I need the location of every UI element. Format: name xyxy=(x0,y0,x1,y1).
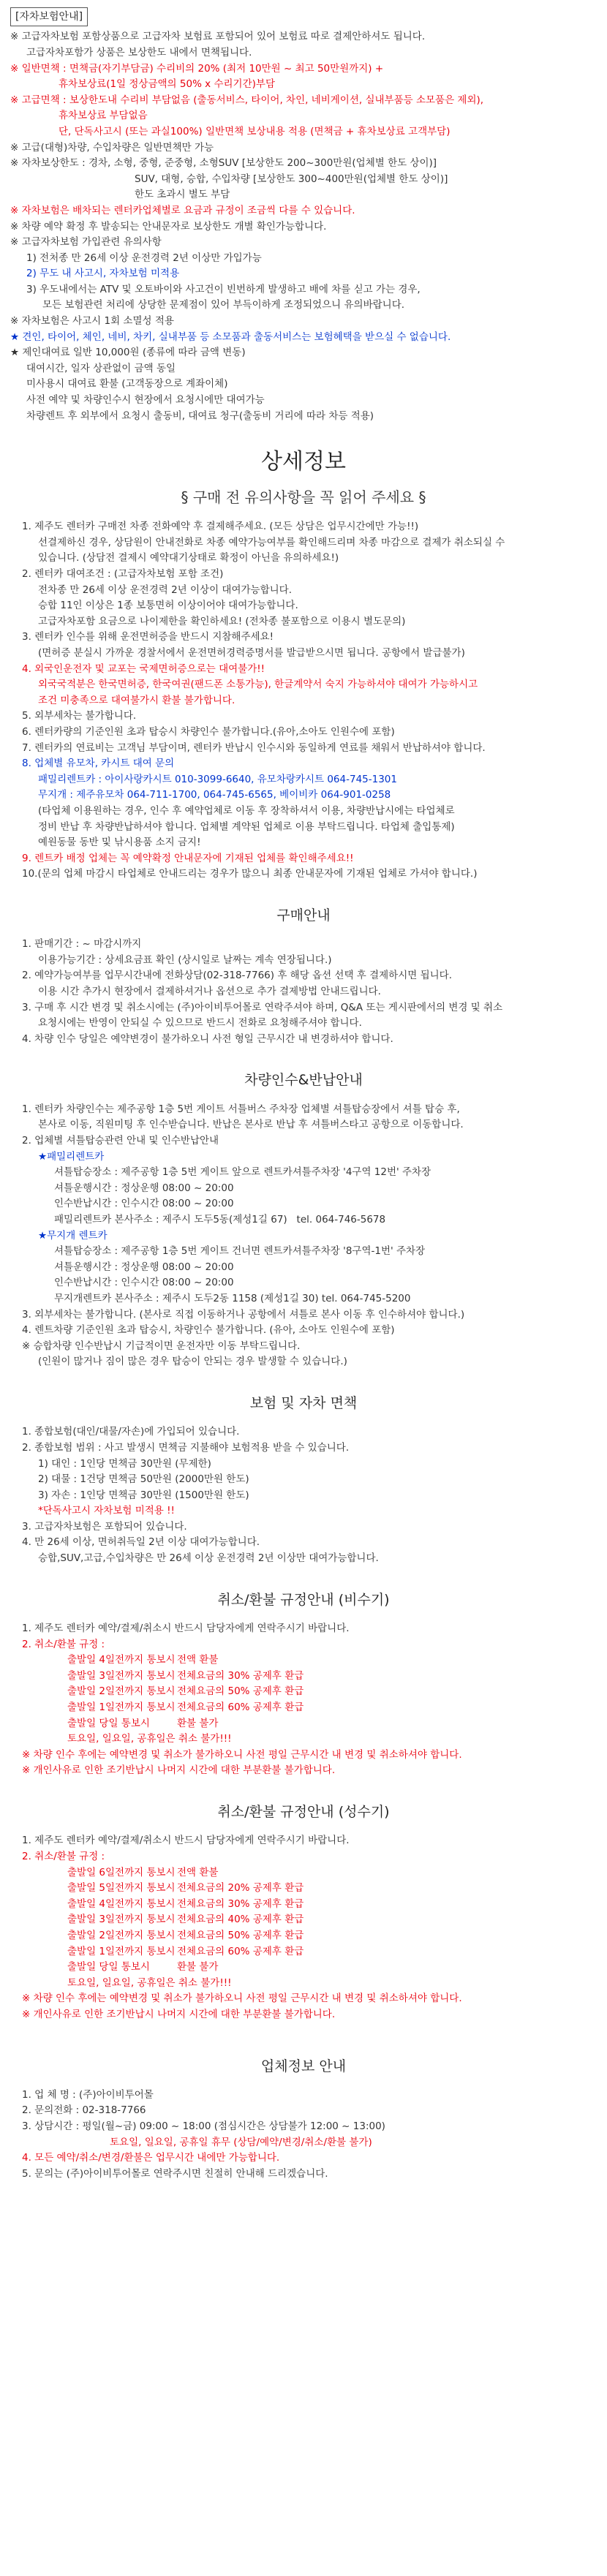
refund-line: 2. 취소/환불 규정 : xyxy=(22,1638,105,1650)
coverage-line: *단독사고시 자차보험 미적용 !! xyxy=(38,1505,175,1517)
refund-row-value: 전체요금의 30% 공제후 환급 xyxy=(177,1669,304,1682)
insurance-line: 미사용시 대여료 환불 (고객동장으로 계좌이체) xyxy=(26,378,228,390)
insurance-line: 휴차보상료 부담없음 xyxy=(59,110,148,122)
refund-row xyxy=(22,1960,597,1976)
purchase-line: 이용가능기간 : 상세요금표 확인 (상시일로 날짜는 계속 연장됩니다.) xyxy=(38,953,332,966)
detail-line: 예원동물 동반 및 낚시용품 소지 금지! xyxy=(38,836,201,849)
insurance-line: SUV, 대형, 승합, 수입차량 [보상한도 300~400만원(업체별 한도 상이)] xyxy=(135,173,448,185)
pickup-line: 인수반납시간 : 인수시간 08:00 ~ 20:00 xyxy=(54,1277,234,1289)
purchase-line: 이용 시간 추가시 현장에서 결제하셔거나 옵션으로 추가 결제방법 안내드립니다. xyxy=(38,986,381,998)
refund-row xyxy=(22,1928,597,1944)
detail-line: 선결제하신 경우, 상담원이 안내전화로 차종 예약가능여부를 확인해드리며 차종 마감으로 결제가 취소되실 수 xyxy=(38,536,505,548)
pickup-line: 무지개렌트카 본사주소 : 제주시 도두2동 1158 (제성1길 30) tel. 064-745-5200 xyxy=(54,1292,411,1304)
insurance-line: 한도 초과시 별도 부담 xyxy=(135,189,230,201)
refund-note: ※ 차량 인수 후에는 예약변경 및 취소가 불가하오니 사전 평일 근무시간 내 변경 및 취소하셔야 합니다. xyxy=(22,1748,462,1761)
company-section xyxy=(10,2088,597,2183)
detail-line: 1. 제주도 렌터카 구매전 차종 전화예약 후 결제해주세요. (모든 상담은 업무시간에만 가능!!) xyxy=(22,521,419,533)
company-title: 업체정보 안내 xyxy=(260,2058,347,2074)
refund-row-value: 환불 불가 xyxy=(177,1717,219,1729)
company-line: 토요일, 일요일, 공휴일 휴무 (상담/예약/변경/취소/환불 불가) xyxy=(110,2136,372,2148)
detail-title: 상세정보 xyxy=(261,449,346,475)
pickup-line: 셔틀탑승장소 : 제주공항 1층 5번 게이트 앞으로 렌트카셔틀주차장 '4구역 12번' 주차장 xyxy=(54,1166,431,1179)
pickup-line: 1. 렌터카 차량인수는 제주공항 1층 5번 게이트 서틀버스 주차장 업체별 셔틀탑승장에서 셔틀 탑승 후, xyxy=(22,1103,460,1115)
refund-row xyxy=(22,1700,597,1716)
coverage-section xyxy=(10,1424,597,1566)
detail-line: (면허증 분실시 가까운 경찰서에서 운전면허경력증명서를 발급받으시면 됩니다. 공항에서 발급불가) xyxy=(38,646,465,659)
pickup-line: 셔틀운행시간 : 정상운행 08:00 ~ 20:00 xyxy=(54,1261,234,1273)
refund-note: ※ 개인사유로 인한 조기반납시 나머지 시간에 대한 부분환불 불가합니다. xyxy=(22,2008,336,2020)
refund-row-deadline: 출발일 1일전까지 통보시 xyxy=(67,1945,176,1957)
refund-line: 2. 취소/환불 규정 : xyxy=(22,1850,105,1862)
refund-off-title: 취소/환불 규정안내 (비수기) xyxy=(217,1591,390,1608)
detail-line: 고급자차포함 요금으로 나이제한을 확인하세요! (전차종 불포함으로 이용시 별도문의) xyxy=(38,615,406,627)
insurance-line: 휴차보상료(1일 정상금액의 50% x 수리기간)부담 xyxy=(59,78,275,91)
insurance-line: 고급자차포함가 상품은 보상한도 내에서 면책됩니다. xyxy=(26,46,252,58)
refund-note: ※ 차량 인수 후에는 예약변경 및 취소가 불가하오니 사전 평일 근무시간 내 변경 및 취소하셔야 합니다. xyxy=(22,1993,462,2005)
refund-row-value: 전체요금의 50% 공제후 환급 xyxy=(177,1929,304,1941)
insurance-section xyxy=(10,7,597,424)
detail-subtitle: § 구매 전 유의사항을 꼭 읽어 주세요 § xyxy=(181,488,426,507)
pickup-line: ★무지개 렌트카 xyxy=(38,1229,108,1242)
purchase-title: 구매안내 xyxy=(276,907,331,923)
refund-row-deadline: 출발일 5일전까지 통보시 xyxy=(67,1882,176,1895)
refund-row-deadline: 출발일 6일전까지 통보시 xyxy=(67,1866,176,1878)
purchase-line: 1. 판매기간 : ~ 마감시까지 xyxy=(22,938,142,951)
pickup-line: 인수반납시간 : 인수시간 08:00 ~ 20:00 xyxy=(54,1198,234,1210)
detail-line: 7. 렌터카의 연료비는 고객님 부담이며, 렌터카 반납시 인수시와 동일하게 연료를 채워서 반납하셔야 합니다. xyxy=(22,741,486,754)
detail-line: 3. 렌터카 인수를 위해 운전면허증을 반드시 지참해주세요! xyxy=(22,631,274,643)
refund-peak-section xyxy=(10,1833,597,2022)
refund-row-value: 전체요금의 50% 공제후 환급 xyxy=(177,1685,304,1698)
detail-line: 무지개 : 제주유모차 064-711-1700, 064-745-6565, 베이비카 064-901-0258 xyxy=(38,789,391,801)
refund-row-deadline: 출발일 3일전까지 통보시 xyxy=(67,1669,176,1682)
coverage-line: 2. 종합보험 범위 : 사고 발생시 면책금 지불해야 보험적용 받을 수 있습니다. xyxy=(22,1441,350,1454)
insurance-title: [자차보험안내] xyxy=(10,7,88,26)
detail-line: 5. 외부세차는 불가합니다. xyxy=(22,710,137,722)
refund-row xyxy=(22,1653,597,1669)
insurance-line: 차량렌트 후 외부에서 요청시 출동비, 대여료 청구(출동비 거리에 따라 차등 적용) xyxy=(26,409,374,422)
insurance-line: 3) 우도내에서는 ATV 및 오토바이와 사고건이 빈번하게 발생하고 배에 차를 싣고 가는 경우, xyxy=(26,283,421,295)
detail-line: 10.(문의 업체 마감시 타업체로 안내드리는 경우가 많으니 최종 안내문자에 기재된 업체로 가셔야 합니다.) xyxy=(22,868,478,880)
detail-line: 정비 반납 후 차량반납하셔야 합니다. 업체별 계약된 업체로 이용 부탁드립니다. 타업체 출입통제) xyxy=(38,820,455,833)
insurance-line: 대여시간, 일자 상관없이 금액 동일 xyxy=(26,362,176,374)
refund-row-value: 전액 환불 xyxy=(177,1654,219,1666)
coverage-line: 1. 종합보험(대인/대물/자손)에 가입되어 있습니다. xyxy=(22,1426,240,1438)
refund-row xyxy=(22,1684,597,1700)
pickup-line: 4. 렌트차량 기준인원 초과 탑승시, 차량인수 불가합니다. (유아, 소아도 인원수에 포함) xyxy=(22,1324,395,1337)
coverage-title: 보험 및 자차 면책 xyxy=(249,1394,358,1411)
refund-row-deadline: 출발일 3일전까지 통보시 xyxy=(67,1914,176,1926)
purchase-section xyxy=(10,937,597,1047)
coverage-line: 4. 만 26세 이상, 면허취득일 2년 이상 대여가능합니다. xyxy=(22,1536,260,1549)
refund-note: ※ 개인사유로 인한 조기반납시 나머지 시간에 대한 부분환불 불가합니다. xyxy=(22,1764,336,1777)
insurance-line: 모든 보험관련 처리에 상당한 문제점이 있어 부득이하게 조정되었으니 유의바랍니다. xyxy=(42,299,405,311)
refund-row-deadline: 출발일 4일전까지 통보시 xyxy=(67,1654,176,1666)
coverage-line: 승합,SUV,고급,수입차량은 만 26세 이상 운전경력 2년 이상만 대여가능합니다. xyxy=(38,1552,379,1565)
pickup-title: 차량인수&반납안내 xyxy=(244,1072,363,1089)
detail-line: 8. 업체별 유모차, 카시트 대여 문의 xyxy=(22,758,175,770)
insurance-line: ※ 고급자차보험 포함상품으로 고급자차 보험료 포함되어 있어 보험료 따로 결제안하셔도 됩니다. xyxy=(10,31,426,43)
refund-row xyxy=(22,1944,597,1960)
insurance-line: ★ 제인대여료 일반 10,000원 (종류에 따라 금액 변동) xyxy=(10,347,246,359)
company-line: 4. 모든 예약/취소/변경/환불은 업무시간 내에만 가능합니다. xyxy=(22,2152,280,2164)
refund-row-value: 전체요금의 60% 공제후 환급 xyxy=(177,1701,304,1714)
refund-row-deadline: 출발일 2일전까지 통보시 xyxy=(67,1685,176,1698)
pickup-line: 패밀리렌트카 본사주소 : 제주시 도두5동(제성1길 67) tel. 064-746-5678 xyxy=(54,1213,386,1225)
refund-row-deadline: 출발일 당일 통보시 xyxy=(67,1717,150,1729)
refund-row-value: 전체요금의 40% 공제후 환급 xyxy=(177,1914,304,1926)
pickup-line: 셔틀탑승장소 : 제주공항 1층 5번 게이트 건너면 렌트카셔틀주차장 '8구역-1번' 주차장 xyxy=(54,1245,426,1258)
refund-line: 1. 제주도 렌터카 예약/결제/취소시 반드시 담당자에게 연락주시기 바랍니다. xyxy=(22,1835,350,1847)
pickup-line: ※ 승합차량 인수반납시 기급적이면 운전자만 이동 부탁드립니다. xyxy=(22,1340,301,1352)
refund-row xyxy=(22,1865,597,1881)
detail-line: 4. 외국인운전자 및 교포는 국제면허증으로는 대여불가!! xyxy=(22,662,265,675)
detail-line: 조건 미충족으로 대여불가시 환불 불가합니다. xyxy=(38,694,235,706)
detail-line: 6. 렌터카량의 기준인원 초과 탑승시 차량인수 불가합니다.(유아,소아도 인원수에 포함) xyxy=(22,725,395,738)
refund-line: 1. 제주도 렌터카 예약/결제/취소시 반드시 담당자에게 연락주시기 바랍니다. xyxy=(22,1623,350,1635)
detail-line: 있습니다. (상담전 결제시 예약대기상태로 확정이 아닌을 유의하세요!) xyxy=(38,552,339,564)
pickup-line: (인원이 많거나 짐이 많은 경우 탑승이 안되는 경우 발생할 수 있습니다.) xyxy=(38,1356,347,1368)
refund-row-deadline: 출발일 4일전까지 통보시 xyxy=(67,1897,176,1910)
refund-off-section xyxy=(10,1621,597,1779)
insurance-line: 단, 단독사고시 (또는 과실100%) 일반면책 보상내용 적용 (면책금 + 휴차보상료 고객부담) xyxy=(59,125,450,137)
refund-row xyxy=(22,1669,597,1685)
purchase-line: 2. 예약가능여부를 업무시간내에 전화상담(02-318-7766) 후 해당 옵션 선택 후 결제하시면 됩니다. xyxy=(22,970,453,982)
company-line: 3. 상담시간 : 평일(월~금) 09:00 ~ 18:00 (점심시간은 상담불가 12:00 ~ 13:00) xyxy=(22,2120,385,2133)
insurance-line: ※ 고급면책 : 보상한도내 수리비 부담없음 (출동서비스, 타이어, 차인, 네비게이션, 실내부품등 소모품은 제외), xyxy=(10,94,484,106)
insurance-line: ※ 자차보험은 배차되는 렌터카업체별로 요금과 규정이 조금씩 다를 수 있습니다. xyxy=(10,204,355,216)
refund-weekend: 토요일, 일요일, 공휴일은 취소 불가!!! xyxy=(67,1733,232,1745)
company-line: 1. 업 체 명 : (주)아이비투어몰 xyxy=(22,2088,154,2101)
insurance-line: ※ 자차보험은 사고시 1회 소멸성 적용 xyxy=(10,315,174,328)
refund-row-value: 전액 환불 xyxy=(177,1866,219,1878)
pickup-line: 2. 업체별 셔틀탑승관련 안내 및 인수반납안내 xyxy=(22,1135,219,1147)
refund-row xyxy=(22,1912,597,1928)
insurance-line: ※ 고급(대형)차량, 수입차량은 일반면책만 가능 xyxy=(10,141,214,154)
company-line: 5. 문의는 (주)아이비투어몰로 연락주시면 친절히 안내해 드리겠습니다. xyxy=(22,2167,328,2180)
company-line: 2. 문의전화 : 02-318-7766 xyxy=(22,2104,146,2117)
pickup-line: 3. 외부세차는 불가합니다. (본사로 직접 이동하거나 공항에서 셔틀로 본사 이동 후 인수하셔야 합니다.) xyxy=(22,1308,465,1321)
refund-row-value: 전체요금의 30% 공제후 환급 xyxy=(177,1897,304,1910)
detail-line: 외국국적분은 한국면허증, 한국여권(팬드폰 소통가능), 한글계약서 숙지 가능하셔야 대여가 가능하시고 xyxy=(38,679,478,691)
purchase-line: 4. 차량 인수 당일은 예약변경이 불가하오니 사전 형일 근무시간 내 변경하셔야 합니다. xyxy=(22,1032,393,1045)
detail-section xyxy=(10,519,597,883)
insurance-line: ※ 고급자차보험 가입관련 유의사항 xyxy=(10,236,162,249)
detail-line: 9. 렌트카 배정 업체는 꼭 예약확정 안내문자에 기재된 업체를 확인해주세요!! xyxy=(22,852,354,864)
refund-row-deadline: 출발일 2일전까지 통보시 xyxy=(67,1929,176,1941)
coverage-line: 2) 대물 : 1건당 면책금 50만원 (2000만원 한도) xyxy=(38,1473,249,1486)
purchase-line: 3. 구매 후 시간 변경 및 취소시에는 (주)아이비투어몰로 연락주셔야 하며, Q&A 또는 게시판에서의 변경 및 취소 xyxy=(22,1001,503,1013)
refund-weekend: 토요일, 일요일, 공휴일은 취소 불가!!! xyxy=(67,1976,232,1989)
refund-row-value: 환불 불가 xyxy=(177,1961,219,1973)
pickup-section xyxy=(10,1102,597,1370)
refund-row xyxy=(22,1897,597,1913)
refund-row xyxy=(22,1716,597,1732)
refund-row-value: 전체요금의 20% 공제후 환급 xyxy=(177,1882,304,1895)
pickup-line: 본사로 이동, 직원미팅 후 인수받습니다. 반납은 본사로 반납 후 셔틀버스타고 공항으로 이동합니다. xyxy=(38,1119,464,1131)
insurance-line: 1) 전처종 만 26세 이상 운전경력 2년 이상만 가입가능 xyxy=(26,252,262,264)
insurance-line: ※ 차량 예약 확정 후 발송되는 안내문자로 보상한도 개별 확인가능합니다. xyxy=(10,220,327,233)
insurance-line: ※ 일반면책 : 면책금(자기부담금) 수리비의 20% (최저 10만원 ~ 최고 50만원까지) + xyxy=(10,62,384,75)
refund-row-value: 전체요금의 60% 공제후 환급 xyxy=(177,1945,304,1957)
refund-row xyxy=(22,1881,597,1897)
detail-line: 전차종 만 26세 이상 운전경력 2년 이상이 대여가능합니다. xyxy=(38,583,292,596)
refund-peak-title: 취소/환불 규정안내 (성수기) xyxy=(217,1803,390,1820)
coverage-line: 1) 대인 : 1인당 면책금 30만원 (무제한) xyxy=(38,1457,211,1470)
detail-line: (타업체 이용원하는 경우, 인수 후 예약업체로 이동 후 장착하셔서 이용, 차량반납시에는 타업체로 xyxy=(38,804,455,817)
purchase-line: 요청시에는 반영이 안되실 수 있으므로 반드시 전화로 요청해주셔야 합니다. xyxy=(38,1017,362,1030)
detail-line: 패밀리렌트카 : 아이사랑카시트 010-3099-6640, 유모차랑카시트 064-745-1301 xyxy=(38,773,397,785)
insurance-line: 사전 예약 및 차량인수시 현장에서 요청시에만 대여가능 xyxy=(26,394,265,407)
detail-line: 승합 11인 이상은 1종 보통면허 이상이어야 대여가능합니다. xyxy=(38,600,298,612)
refund-row-deadline: 출발일 1일전까지 통보시 xyxy=(67,1701,176,1714)
coverage-line: 3. 고급자차보험은 포함되어 있습니다. xyxy=(22,1520,187,1533)
insurance-line: ★ 견인, 타이어, 체인, 네비, 차키, 실내부품 등 소모품과 출동서비스는 보험혜택을 받으실 수 없습니다. xyxy=(10,331,451,343)
coverage-line: 3) 자손 : 1인당 면책금 30만원 (1500만원 한도) xyxy=(38,1489,249,1501)
refund-row-deadline: 출발일 당일 통보시 xyxy=(67,1961,150,1973)
detail-line: 2. 렌터카 대여조건 : (고급자차보험 포함 조건) xyxy=(22,568,224,581)
insurance-line: 2) 무도 내 사고시, 자차보험 미적용 xyxy=(26,268,180,280)
pickup-line: ★패밀리렌트카 xyxy=(38,1150,105,1163)
insurance-line: ※ 자차보상한도 : 경차, 소형, 중형, 준중형, 소형SUV [보상한도 200~300만원(업체별 한도 상이)] xyxy=(10,157,437,170)
pickup-line: 셔틀운행시간 : 정상운행 08:00 ~ 20:00 xyxy=(54,1182,234,1194)
